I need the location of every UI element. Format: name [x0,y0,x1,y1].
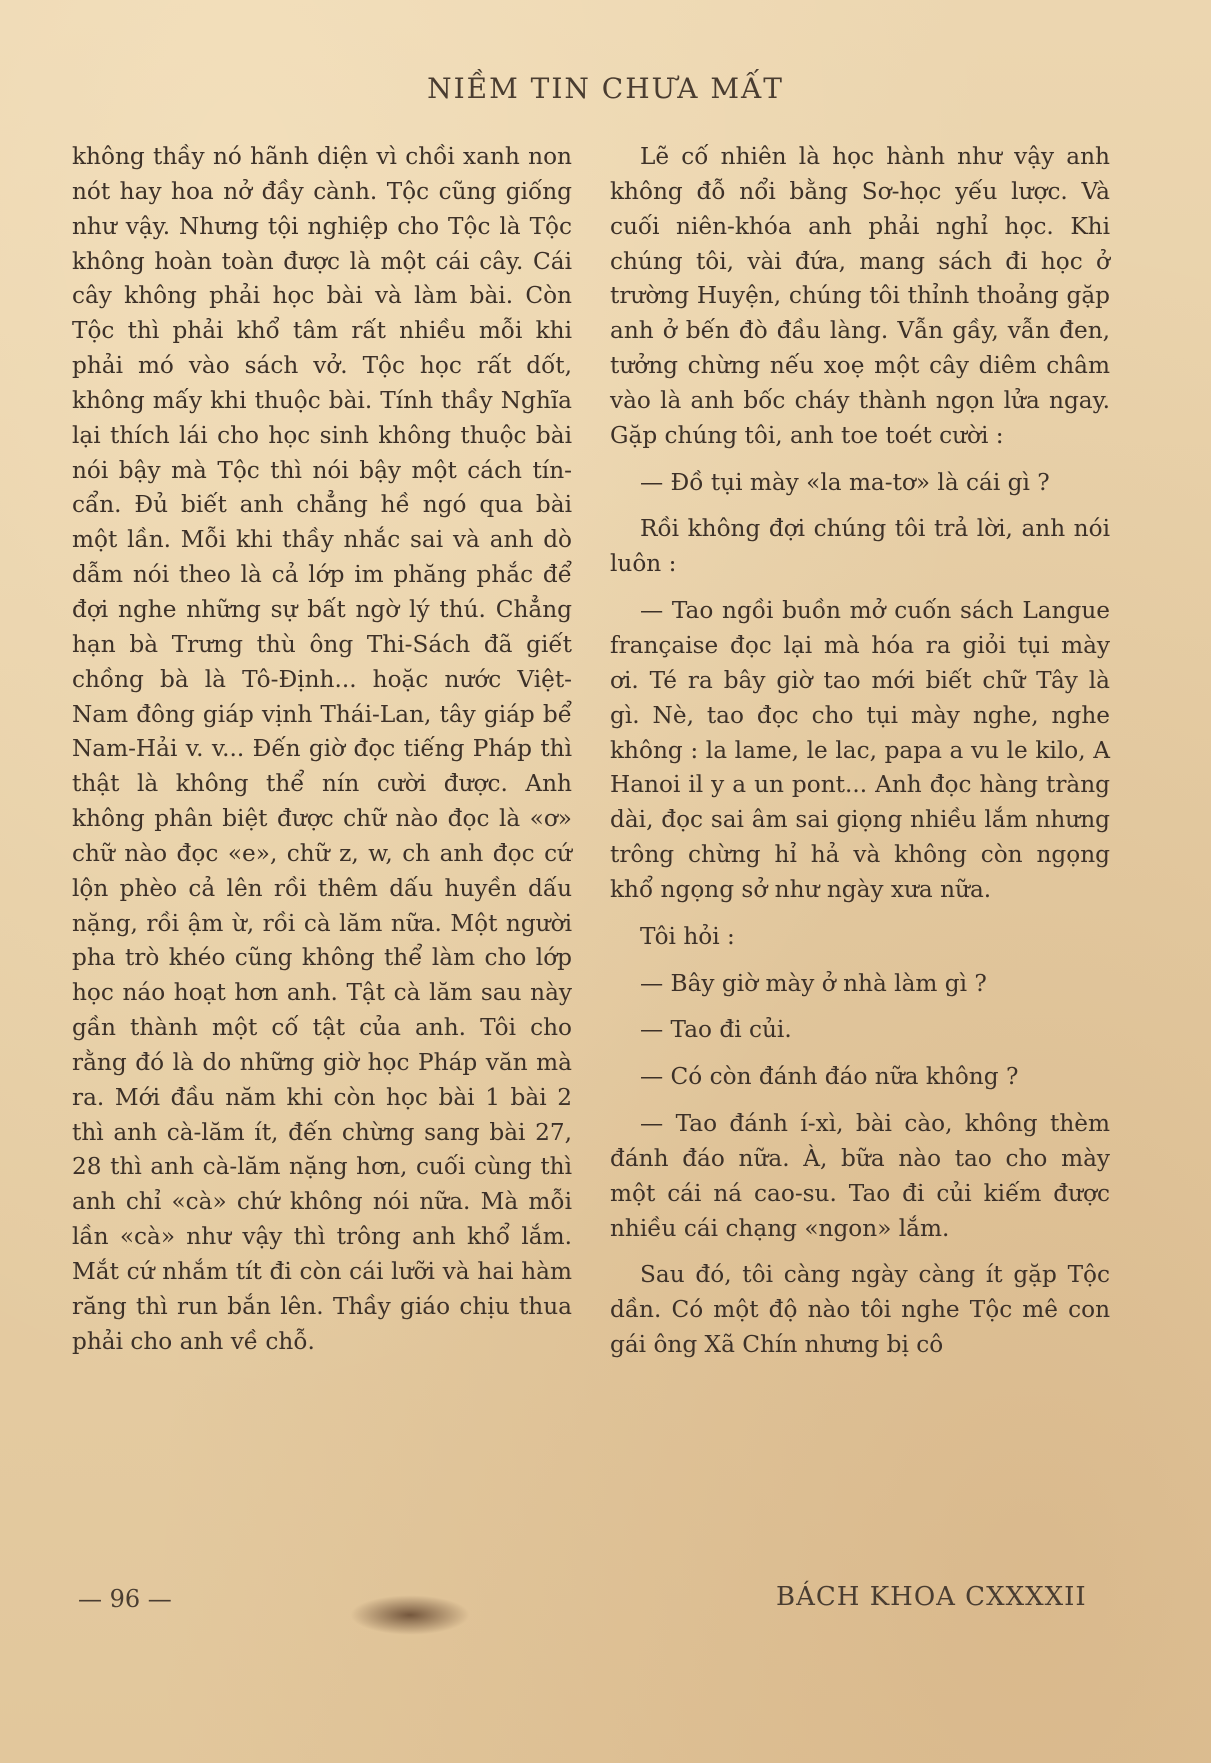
right-paragraph-5: Tôi hỏi : [640,922,735,950]
right-paragraph-2: — Đồ tụi mày «la ma-tơ» là cái gì ? [640,468,1050,496]
page-number: — 96 — [78,1585,172,1613]
right-paragraph-1: Lẽ cố nhiên là học hành như vậy anh không đỗ nổi bằng Sơ-học yếu lược. Và cuối niên-khóa anh phải nghỉ học. Khi chúng tôi, vài đứa, mang sách đi học ở trường Huyện, chúng tôi thỉnh thoảng gặp anh ở bến đò đầu làng. Vẫn gầy, vẫn đen, tưởng chừng nếu xoẹ một cây diêm châm vào là anh bốc cháy thành ngọn lửa ngay. Gặp chúng tôi, anh toe toét cười : [610,143,1110,449]
right-column [610,140,1110,1363]
right-paragraph-3: Rồi không đợi chúng tôi trả lời, anh nói luôn : [610,515,1110,578]
publication-footer: BÁCH KHOA CXXXXII [776,1582,1087,1612]
right-paragraph-6: — Bây giờ mày ở nhà làm gì ? [640,969,987,997]
running-header: NIỀM TIN CHƯA MẤT [427,72,784,105]
right-paragraph-10: Sau đó, tôi càng ngày càng ít gặp Tộc dần. Có một độ nào tôi nghe Tộc mê con gái ông Xã Chín nhưng bị cô [610,1261,1110,1359]
left-paragraph-1: không thầy nó hãnh diện vì chồi xanh non nót hay hoa nở đầy cành. Tộc cũng giống như vậy. Nhưng tội nghiệp cho Tộc là Tộc không hoàn toàn được là một cái cây. Cái cây không phải học bài và làm bài. Còn Tộc thì phải khổ tâm rất nhiều mỗi khi phải mó vào sách vở. Tộc học rất dốt, không mấy khi thuộc bài. Tính thầy Nghĩa lại thích lái cho học sinh không thuộc bài nói bậy mà Tộc thì nói bậy một cách tín-cẩn. Đủ biết anh chẳng hề ngó qua bài một lần. Mỗi khi thầy nhắc sai và anh dò dẫm nói theo là cả lớp im phăng phắc để đợi nghe những sự bất ngờ lý thú. Chẳng hạn bà Trưng thù ông Thi-Sách đã giết chồng bà là Tô-Định... hoặc nước Việt-Nam đông giáp vịnh Thái-Lan, tây giáp bể Nam-Hải v. v... Đến giờ đọc tiếng Pháp thì thật là không thể nín cười được. Anh không phân biệt được chữ nào đọc là «ơ» chữ nào đọc «e», chữ z, w, ch anh đọc cứ lộn phèo cả lên rồi thêm dấu huyền dấu nặng, rồi ậm ừ, rồi cà lăm nữa. Một người pha trò khéo cũng không thể làm cho lớp học náo hoạt hơn anh. Tật cà lăm sau này gần thành một cố tật của anh. Tôi cho rằng đó là do những giờ học Pháp văn mà ra. Mới đầu năm khi còn học bài 1 bài 2 thì anh cà-lăm ít, đến chừng sang bài 27, 28 thì anh cà-lăm nặng hơn, cuối cùng thì anh chỉ «cà» chứ không nói nữa. Mà mỗi lần «cà» như vậy thì trông anh khổ lắm. Mắt cứ nhắm tít đi còn cái lưỡi và hai hàm răng thì run bắn lên. Thầy giáo chịu thua phải cho anh về chỗ. [72,143,572,1355]
left-column [72,140,572,1360]
ink-stain [350,1595,470,1635]
right-paragraph-8: — Có còn đánh đáo nữa không ? [640,1063,1019,1091]
right-paragraph-9: — Tao đánh í-xì, bài cào, không thèm đánh đáo nữa. À, bữa nào tao cho mày một cái ná cao-su. Tao đi củi kiếm được nhiều cái chạng «ngon» lắm. [610,1110,1110,1242]
right-paragraph-7: — Tao đi củi. [640,1016,792,1044]
right-paragraph-4: — Tao ngồi buồn mở cuốn sách Langue française đọc lại mà hóa ra giỏi tụi mày ơi. Té ra bây giờ tao mới biết chữ Tây là gì. Nè, tao đọc cho tụi mày nghe, nghe không : la lame, le lac, papa a vu le kilo, A Hanoi il y a un pont... Anh đọc hàng tràng dài, đọc sai âm sai giọng nhiều lắm nhưng trông chừng hỉ hả và không còn ngọng khổ ngọng sở như ngày xưa nữa. [610,597,1110,903]
